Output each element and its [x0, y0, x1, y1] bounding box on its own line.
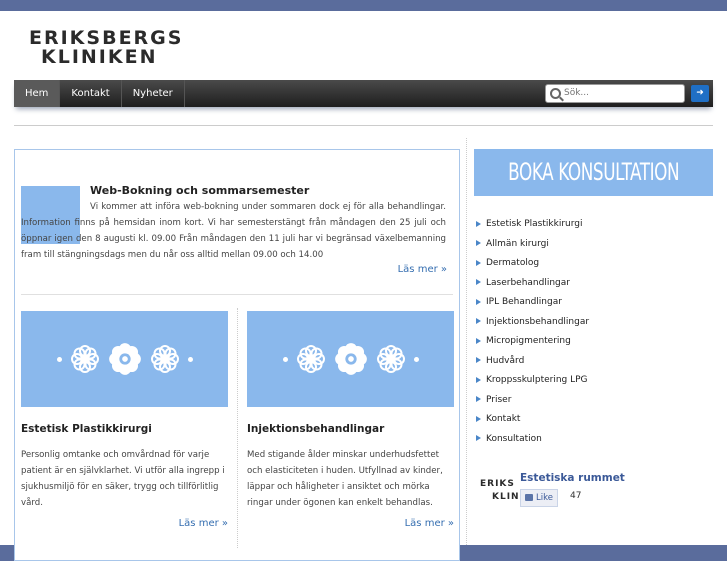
sidebar-item-kontakt[interactable]: [476, 410, 712, 430]
sidebar-item-label: Konsultation: [486, 433, 542, 444]
feature-text: Vi kommer att införa web-bokning under sommaren dock ej för alla behandlingar. Information finns på hemsidan inom kort. Vi har semesterstängt från måndagen den 25 juli och öppnar igen den 8 augusti kl. 09.00 Från måndagen den 11 juli har vi begränsad växelbemanning fram till stängningsdags men du når oss alltid mellan 09.00 och 14.00: [21, 202, 446, 260]
banner-label: BOKA KONSULTATION: [507, 158, 680, 186]
nav-item-kontakt[interactable]: Kontakt: [60, 80, 121, 107]
sidebar-item-label: IPL Behandlingar: [486, 297, 562, 307]
sidebar-item-label: Priser: [486, 394, 512, 405]
card-text: Med stigande ålder minskar underhudsfettet och elasticiteten i huden. Utfyllnad av kinder, läppar och håligheter i ansiktet och mörka ringar under ögonen kan enkelt behandlas.: [247, 450, 443, 508]
card-divider: [237, 308, 238, 548]
dot-icon: [57, 357, 62, 362]
nav-item-nyheter[interactable]: Nyheter: [122, 80, 185, 107]
sidebar-item-konsultation[interactable]: [476, 430, 712, 450]
sidebar-item-injektionsbehandlingar[interactable]: [476, 313, 712, 333]
search-button[interactable]: [691, 85, 709, 102]
card-title[interactable]: Estetisk Plastikkirurgi: [21, 423, 152, 435]
arrow-right-icon: [476, 279, 481, 285]
logo-line-2: KLINIKEN: [41, 46, 158, 68]
sidebar-item-label: Kontakt: [486, 414, 521, 424]
sidebar-item-micropigmentering[interactable]: [476, 332, 712, 352]
dot-icon: [188, 357, 193, 362]
arrow-right-icon: [476, 221, 481, 227]
arrow-right-icon: [476, 396, 481, 402]
card-image[interactable]: [247, 311, 454, 407]
sidebar-item-label: Hudvård: [486, 355, 525, 366]
flower-icon: [150, 344, 180, 374]
nav-item-hem[interactable]: Hem: [14, 80, 60, 107]
sidebar-menu: [476, 215, 712, 449]
card-estetisk-plastikkirurgi: [21, 311, 228, 529]
flower-ornament: [247, 341, 454, 377]
sidebar-item-ipl-behandlingar[interactable]: [476, 293, 712, 313]
search-icon: [550, 88, 561, 99]
facebook-page-avatar[interactable]: [480, 478, 520, 508]
arrow-right-icon: [476, 260, 481, 266]
arrow-right-icon: [476, 435, 481, 441]
like-count: 47: [570, 491, 582, 501]
arrow-right-icon: [476, 357, 481, 363]
avatar-logo-line-1: ERIKS: [480, 479, 515, 489]
dot-icon: [414, 357, 419, 362]
arrow-right-icon: [476, 416, 481, 422]
column-divider: [466, 138, 467, 545]
sidebar-item-label: Laserbehandlingar: [486, 277, 570, 288]
flower-icon: [70, 344, 100, 374]
search-box: [545, 84, 685, 103]
feature-divider: [21, 294, 453, 295]
main-navigation: [14, 80, 713, 107]
sidebar-item-label: Micropigmentering: [486, 336, 571, 346]
flower-ornament: [21, 341, 228, 377]
sidebar-item-dermatolog[interactable]: [476, 254, 712, 274]
sidebar-item-kroppsskulptering-lpg[interactable]: [476, 371, 712, 391]
sidebar-item-label: Kroppsskulptering LPG: [486, 375, 588, 385]
logo-line-1: ERIKSBERGS: [29, 27, 184, 49]
card-injektionsbehandlingar: [247, 311, 454, 529]
book-consultation-banner[interactable]: [474, 149, 713, 196]
arrow-right-icon: [476, 377, 481, 383]
sidebar-item-hudvard[interactable]: [476, 352, 712, 372]
sidebar-item-estetisk-plastikkirurgi[interactable]: [476, 215, 712, 235]
sidebar-item-label: Estetisk Plastikkirurgi: [486, 219, 583, 229]
sidebar-item-label: Allmän kirurgi: [486, 238, 549, 249]
arrow-right-icon: [476, 318, 481, 324]
card-image[interactable]: [21, 311, 228, 407]
facebook-like-button[interactable]: [520, 489, 558, 507]
arrow-right-icon: [476, 299, 481, 305]
thumbs-up-icon: [525, 494, 533, 501]
flower-icon: [376, 344, 406, 374]
card-read-more-link[interactable]: Läs mer »: [178, 518, 228, 529]
main-content: [14, 149, 460, 561]
arrow-right-icon: ➜: [696, 88, 704, 98]
card-read-more-link[interactable]: Läs mer »: [404, 518, 454, 529]
page: [0, 11, 727, 545]
sidebar-item-priser[interactable]: [476, 391, 712, 411]
facebook-like-box: [480, 470, 713, 520]
avatar-logo-line-2: KLIN: [492, 492, 520, 502]
feature-title[interactable]: Web-Bokning och sommarsemester: [90, 184, 310, 197]
sidebar-item-label: Dermatolog: [486, 258, 540, 268]
site-logo[interactable]: [29, 29, 183, 67]
facebook-page-name[interactable]: Estetiska rummet: [520, 472, 625, 484]
sidebar-item-label: Injektionsbehandlingar: [486, 316, 590, 327]
card-title[interactable]: Injektionsbehandlingar: [247, 423, 385, 435]
feature-read-more-link[interactable]: Läs mer »: [397, 264, 447, 275]
dot-icon: [283, 357, 288, 362]
sidebar-item-laserbehandlingar[interactable]: [476, 274, 712, 294]
arrow-right-icon: [476, 240, 481, 246]
flower-icon: [334, 342, 368, 376]
flower-icon: [108, 342, 142, 376]
flower-icon: [296, 344, 326, 374]
arrow-right-icon: [476, 338, 481, 344]
header-divider: [14, 125, 713, 126]
card-text: Personlig omtanke och omvårdnad för varje patient är en självklarhet. Vi utför alla ingrepp i sjukhusmiljö för en säker, trygg och tillförlitlig vård.: [21, 450, 225, 508]
like-label: Like: [536, 493, 553, 503]
search-input[interactable]: [564, 86, 679, 100]
sidebar-item-allman-kirurgi[interactable]: [476, 235, 712, 255]
